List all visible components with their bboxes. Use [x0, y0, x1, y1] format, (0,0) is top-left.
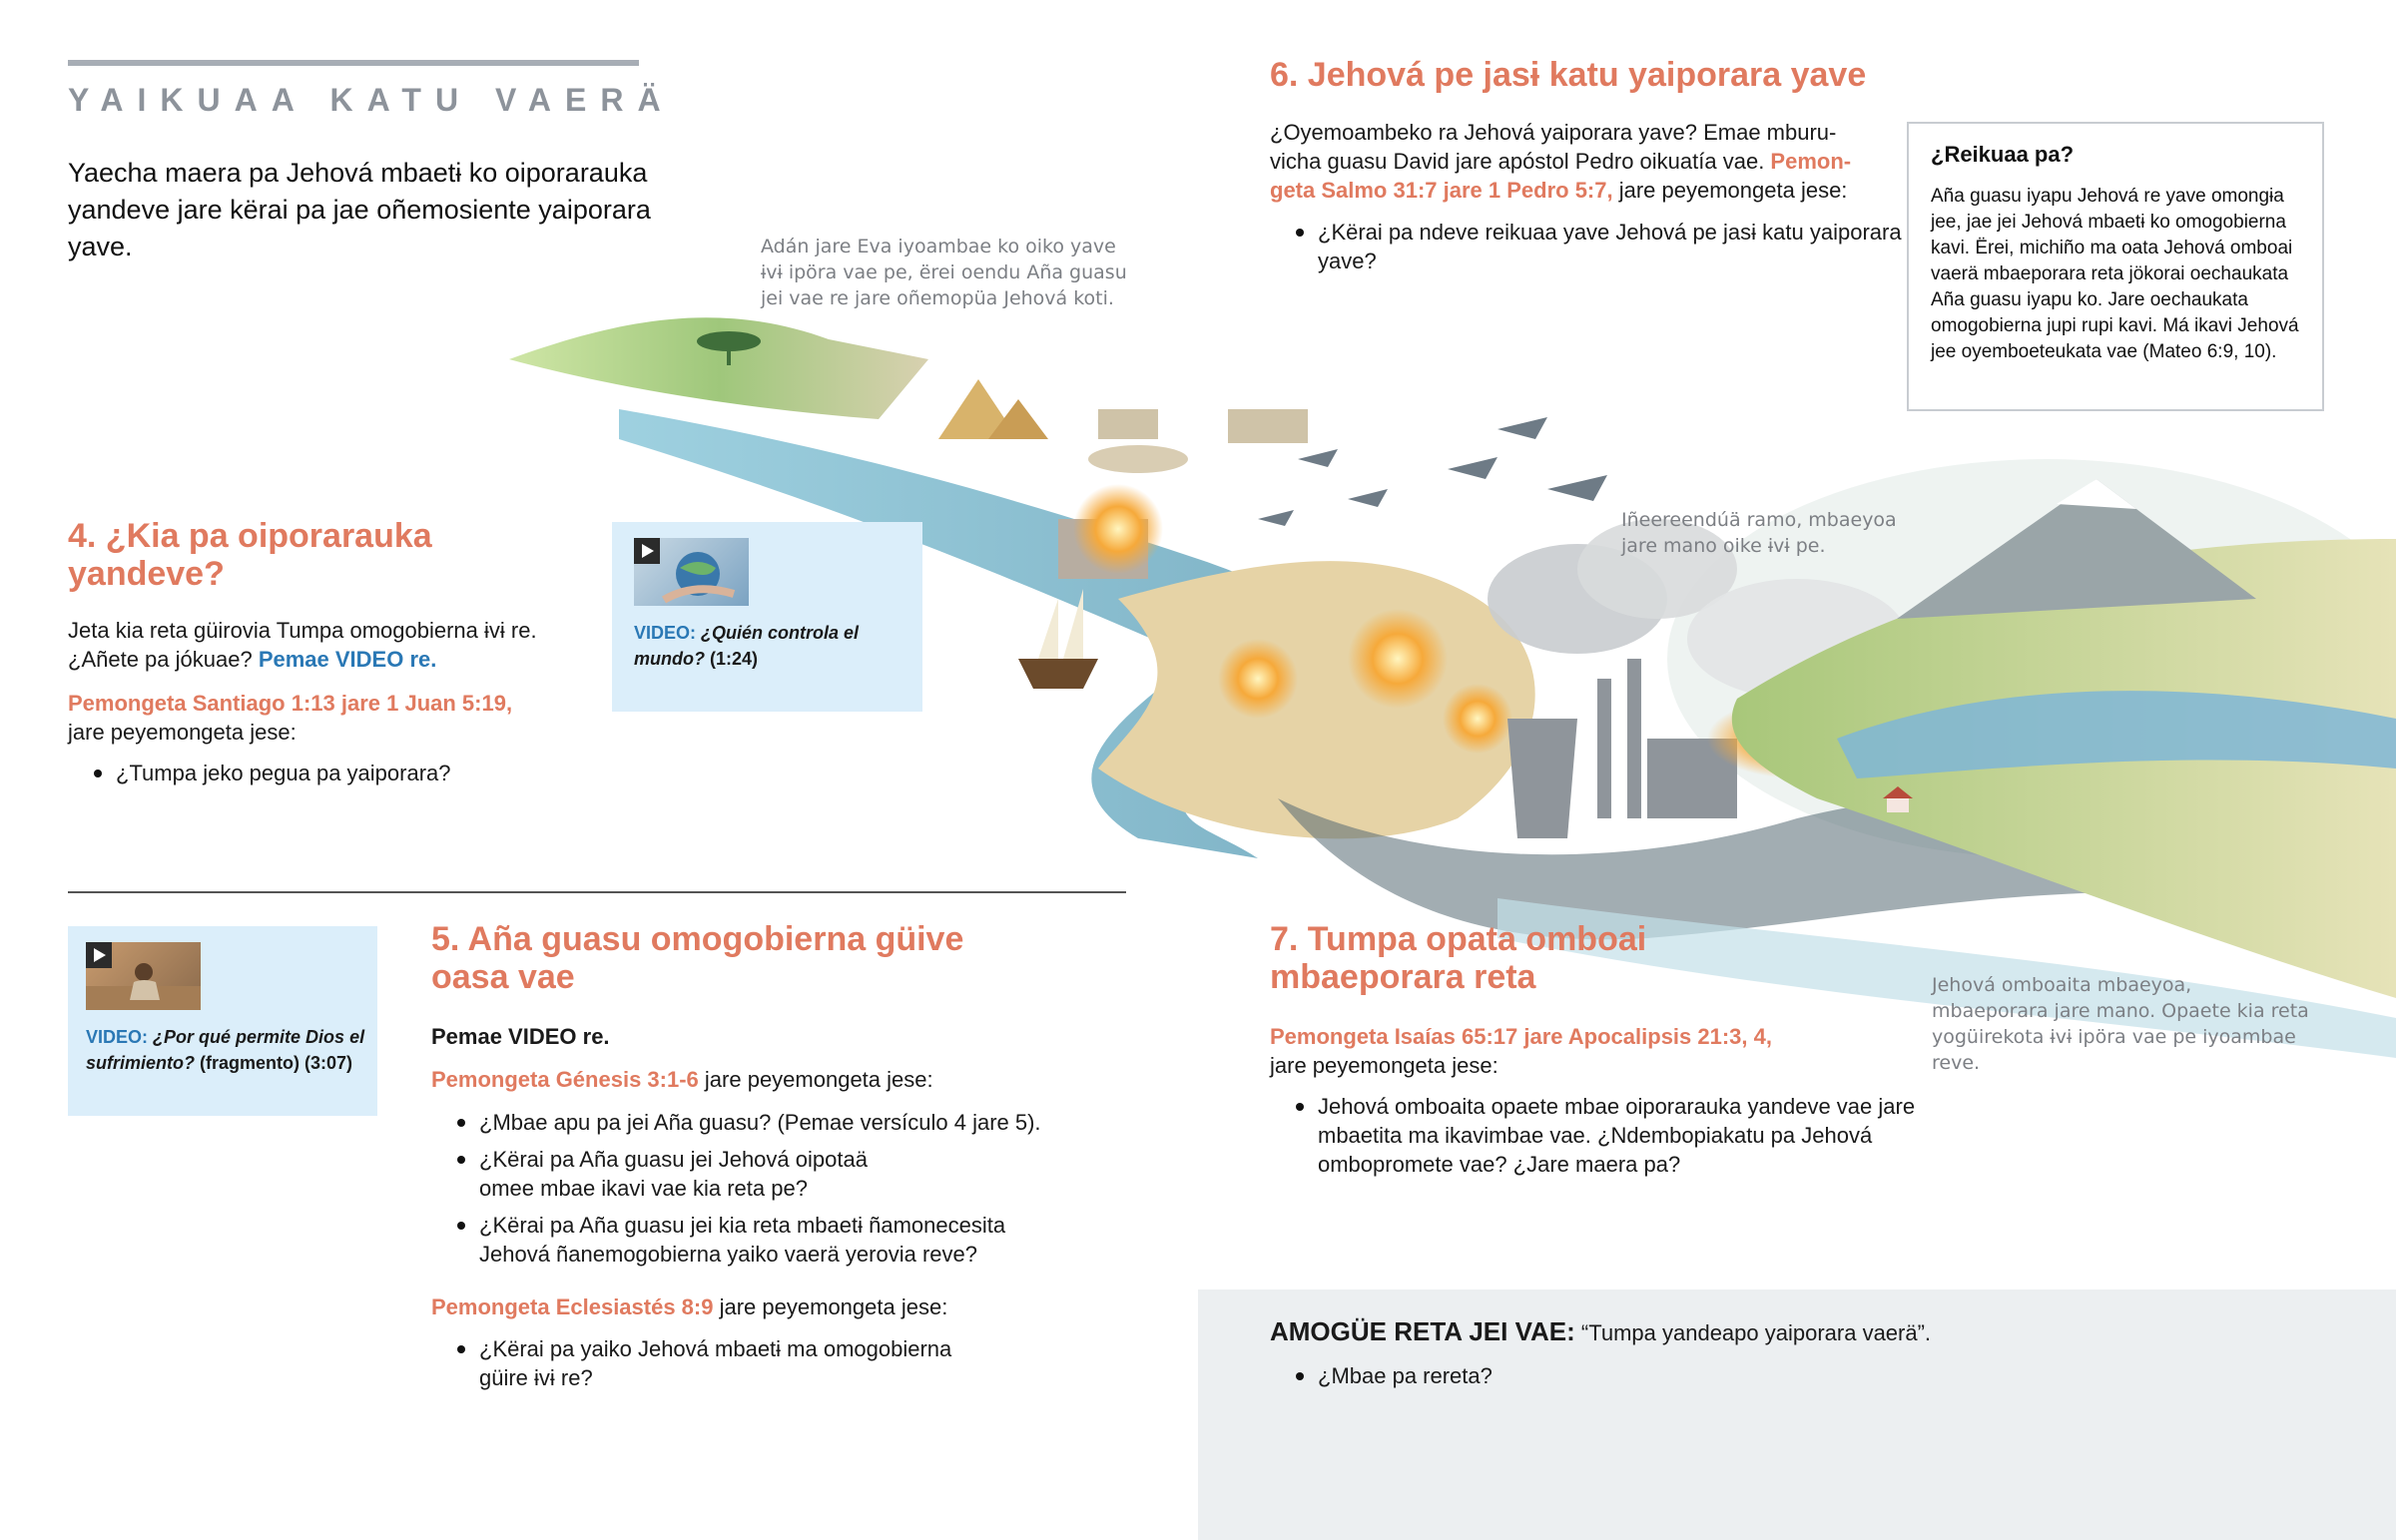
- section7-reference[interactable]: Pemongeta Isaías 65:17 jare Apocalipsis 21:3, 4,: [1270, 1024, 1772, 1049]
- section6-question: ¿Kërai pa ndeve reikuaa yave Jehová pe jasɨ katu yaiporara yave?: [1318, 218, 1917, 275]
- section7-questions: [1270, 1092, 1917, 1187]
- section6-paragraph: [1270, 118, 1879, 205]
- objection-question: ¿Mbae pa rereta?: [1318, 1361, 2216, 1390]
- section-divider: [68, 891, 1126, 893]
- section5-question: ¿Kërai pa yaiko Jehová mbaetɨ ma omogobierna güire ɨvɨ re?: [479, 1334, 998, 1392]
- section4-video-link[interactable]: Pemae VIDEO re.: [258, 647, 437, 672]
- section6-text: ¿Oyemoambeko ra Jehová yaiporara yave? Emae mburuvicha guasu David jare apóstol Pedro oikuatía vae.: [1270, 120, 1837, 174]
- caption-paradise: Jehová omboaita mbaeyoa, mbaeporara jare mano. Opaete kia reta yogüirekota ɨvɨ ipöra vae pe iyoambae reve.: [1932, 974, 2309, 1074]
- globe-hand-icon[interactable]: [634, 538, 749, 606]
- section7-ref-after: jare peyemongeta jese:: [1270, 1053, 1498, 1078]
- did-you-know-text: Aña guasu iyapu Jehová re yave omongɨa jee, jae jei Jehová mbaetɨ ko omogobierna kavi. Ërei, michiño ma oata Jehová omboai vaerä mbaeporara reta jökorai oechaukata Aña guasu iyapu ko. Jare oechaukata omogobierna jupi rupi kavi. Má ikavi Jehová jee oyemboeteukata vae (Mateo 6:9, 10).: [1931, 186, 2299, 362]
- section5-ref2-after: jare peyemongeta jese:: [719, 1294, 948, 1319]
- did-you-know-box: [1907, 122, 2324, 411]
- play-icon[interactable]: [634, 538, 660, 564]
- play-icon[interactable]: [86, 942, 112, 968]
- caption-war: Iñeereendúä ramo, mbaeyoa jare mano oike ɨvɨ pe.: [1621, 509, 1897, 557]
- section6-title: 6. Jehová pe jasɨ katu yaiporara yave: [1270, 56, 1867, 94]
- section4-text: Jeta kia reta güirovia Tumpa omogobierna ɨvɨ re. ¿Añete pa jókuae?: [68, 618, 537, 672]
- section5-questions-1: [431, 1108, 1118, 1277]
- section5-title: 5. Aña guasu omogobierna güive oasa vae: [431, 920, 964, 996]
- section5-question: ¿Kërai pa Aña guasu jei kia reta mbaetɨ ñamonecesita Jehová ñanemogobierna yaiko vaerä yerovia reve?: [479, 1211, 1038, 1269]
- video-title: ¿Quién controla el mundo?: [634, 623, 860, 669]
- section5-reference-2[interactable]: Pemongeta Eclesiastés 8:9: [431, 1294, 714, 1319]
- objection-questions: [1270, 1361, 2216, 1398]
- section5-question: ¿Mbae apu pa jei Aña guasu? (Pemae versículo 4 jare 5).: [479, 1108, 1118, 1137]
- objection-line: [1270, 1317, 2348, 1347]
- section4-video-caption: [634, 620, 903, 672]
- video-label: VIDEO:: [86, 1027, 149, 1047]
- section4-paragraph: [68, 616, 587, 674]
- caption-garden: Adán jare Eva iyoambae ko oiko yave ɨvɨ ipöra vae pe, ërei oendu Aña guasu jei vae re jare oñemopüa Jehová koti.: [761, 236, 1127, 309]
- section4-question: ¿Tumpa jeko pegua pa yaiporara?: [116, 759, 635, 787]
- video-duration: (1:24): [710, 649, 759, 669]
- did-you-know-title: ¿Reikuaa pa?: [1931, 142, 2075, 167]
- section5-video-caption: [86, 1024, 365, 1076]
- section4-questions: [68, 759, 635, 795]
- section7-ref-block: [1270, 1022, 1889, 1080]
- video-extra: (fragmento) (3:07): [200, 1053, 353, 1073]
- section5-video-link[interactable]: Pemae VIDEO re.: [431, 1024, 610, 1049]
- section4-ref-after: jare peyemongeta jese:: [68, 720, 297, 745]
- section7-question: Jehová omboaita opaete mbae oiporarauka yandeve vae jare mbaetita ma ikavimbae vae. ¿Ndembopiakatu pa Jehová ombopromete vae? ¿Jare maera pa?: [1318, 1094, 1916, 1177]
- video-title: ¿Por qué permite Dios el sufrimiento?: [86, 1027, 365, 1073]
- section4-title: 4. ¿Kia pa oiporarauka yandeve?: [68, 517, 432, 593]
- objection-label: AMOGÜE RETA JEI VAE:: [1270, 1316, 1575, 1346]
- section4-reference[interactable]: Pemongeta Santiago 1:13 jare 1 Juan 5:19,: [68, 691, 513, 716]
- section5-video-card[interactable]: [68, 926, 377, 1116]
- section5-questions-2: [431, 1334, 998, 1400]
- header-rule: [68, 60, 639, 66]
- section5-ref2-line: [431, 1292, 1110, 1321]
- section7-title: 7. Tumpa opata omboai mbaeporara reta: [1270, 920, 1647, 996]
- section5-ref1-after: jare peyemongeta jese:: [704, 1067, 933, 1092]
- section5-reference-1[interactable]: Pemongeta Génesis 3:1-6: [431, 1067, 699, 1092]
- lesson-intro: Yaecha maera pa Jehová mbaetɨ ko oiporarauka yandeve jare kërai pa jae oñemosiente yaiporara yave.: [68, 158, 651, 261]
- section5-question: ¿Kërai pa Aña guasu jei Jehová oipotaä omee mbae ikavi vae kia reta pe?: [479, 1145, 908, 1203]
- video-label: VIDEO:: [634, 623, 697, 643]
- lesson-kicker: YAIKUAA KATU VAERÄ: [68, 82, 675, 118]
- section6-questions: [1270, 218, 1917, 283]
- objection-box: [1198, 1289, 2396, 1540]
- section5-ref1-line: [431, 1065, 1110, 1094]
- man-sitting-icon[interactable]: [86, 942, 201, 1010]
- section4-ref-block: [68, 689, 627, 747]
- section4-video-card[interactable]: [612, 522, 922, 712]
- objection-quote: “Tumpa yandeapo yaiporara vaerä”.: [1574, 1320, 1932, 1345]
- section6-ref-after: jare peyemongeta jese:: [1612, 178, 1848, 203]
- section6-reference[interactable]: Pemongeta Salmo 31:7 jare 1 Pedro 5:7,: [1270, 149, 1852, 203]
